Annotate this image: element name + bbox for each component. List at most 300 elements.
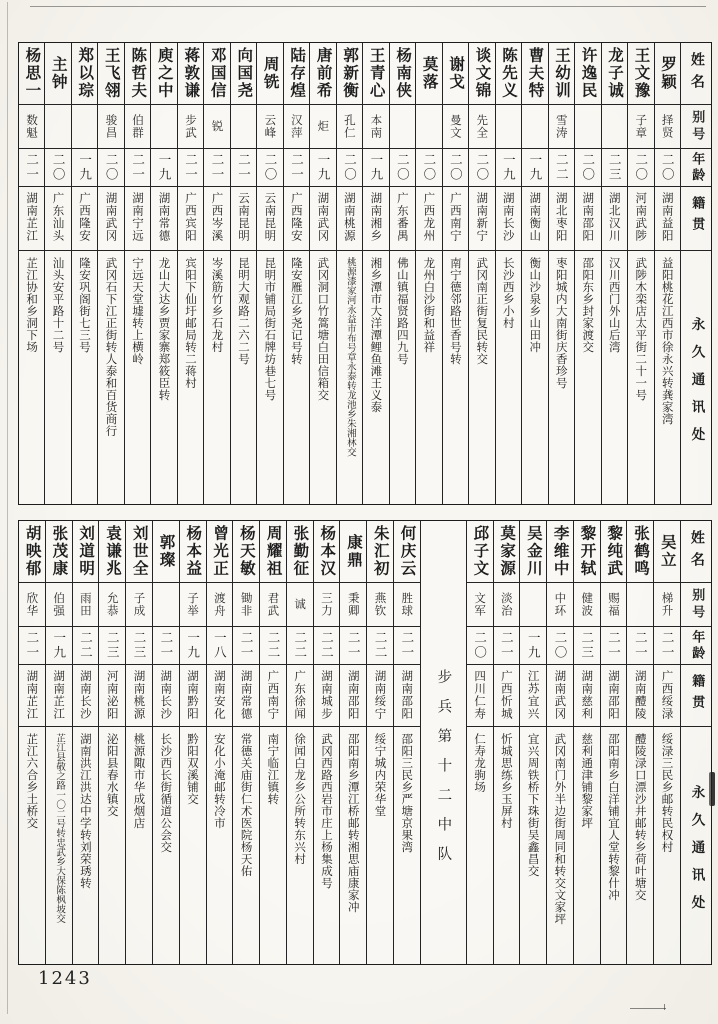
addr-cell — [180, 727, 206, 964]
name-text: 杨本益 — [184, 525, 203, 578]
alias-cell — [394, 583, 420, 627]
addr-cell — [153, 727, 179, 964]
addr-text: 湖南洪江洪达中学转刘荣琇转 — [78, 733, 93, 889]
person-column — [393, 521, 420, 964]
native-text: 湖南黔阳 — [186, 670, 201, 720]
alias-text: 三力 — [319, 592, 334, 617]
addr-text: 昆明大观路二六二号 — [236, 257, 251, 365]
addr-cell — [469, 251, 494, 504]
name-text: 何庆云 — [398, 525, 417, 578]
name-cell — [547, 521, 573, 583]
addr-text: 绥宁城内荣华堂 — [373, 733, 388, 817]
native-text: 湖南武冈 — [104, 192, 119, 242]
age-text: 二一 — [399, 631, 415, 660]
alias-text: 锄非 — [239, 592, 254, 617]
age-text: 一九 — [315, 153, 331, 182]
name-text: 向国尧 — [235, 47, 254, 100]
name-text: 郭新衡 — [341, 47, 360, 100]
name-text: 曹夫特 — [526, 47, 545, 100]
addr-text: 长沙西长街循道公会交 — [159, 733, 174, 853]
addr-text: 昆明市铺局街石牌坊巷七号 — [263, 257, 278, 401]
alias-cell — [73, 583, 99, 627]
native-cell — [99, 665, 125, 727]
addr-text: 绥渌三民乡邮转民权村 — [660, 733, 675, 853]
addr-text: 武冈南正街复民转交 — [475, 257, 490, 365]
header-name-cell — [681, 521, 711, 583]
age-text: 二一 — [633, 631, 649, 660]
addr-cell — [443, 251, 468, 504]
age-cell — [98, 149, 123, 187]
native-text: 湖南安化 — [212, 670, 227, 720]
alias-text: 择贤 — [660, 114, 675, 139]
age-text: 二〇 — [448, 153, 464, 182]
name-cell — [204, 43, 229, 105]
native-text: 广西南宁 — [266, 670, 281, 720]
name-cell — [628, 43, 653, 105]
alias-cell — [367, 583, 393, 627]
alias-cell — [72, 105, 97, 149]
name-cell — [99, 521, 125, 583]
native-cell — [467, 665, 493, 727]
alias-cell — [549, 105, 574, 149]
addr-cell — [655, 251, 680, 504]
age-text: 二三 — [132, 631, 148, 660]
native-cell — [284, 187, 309, 251]
header-age-label: 年龄 — [689, 629, 705, 662]
name-text: 曾光正 — [211, 525, 230, 578]
header-age-cell — [681, 627, 711, 665]
alias-text: 先全 — [475, 114, 490, 139]
name-cell — [207, 521, 233, 583]
addr-text: 汉川西门外山后湾 — [607, 257, 622, 353]
native-cell — [340, 665, 366, 727]
addr-cell — [627, 727, 653, 964]
alias-cell — [204, 105, 229, 149]
age-cell — [178, 149, 203, 187]
age-cell — [549, 149, 574, 187]
native-text: 广西隆安 — [289, 192, 304, 242]
name-cell — [126, 521, 152, 583]
name-text: 郑以琮 — [76, 47, 95, 100]
person-column — [97, 43, 123, 504]
person-column — [203, 43, 229, 504]
name-cell — [180, 521, 206, 583]
addr-cell — [363, 251, 388, 504]
addr-cell — [98, 251, 123, 504]
alias-cell — [628, 105, 653, 149]
age-text: 二二 — [265, 631, 281, 660]
addr-cell — [231, 251, 256, 504]
name-cell — [153, 521, 179, 583]
native-cell — [655, 187, 680, 251]
alias-cell — [287, 583, 313, 627]
native-cell — [367, 665, 393, 727]
person-column — [548, 43, 574, 504]
alias-text: 欣华 — [25, 592, 40, 617]
native-text: 河南泌阳 — [105, 670, 120, 720]
age-cell — [575, 149, 600, 187]
alias-cell — [231, 105, 256, 149]
addr-cell — [125, 251, 150, 504]
native-cell — [233, 665, 259, 727]
alias-text: 伯群 — [131, 114, 145, 139]
age-text: 二一 — [158, 631, 174, 660]
native-cell — [287, 665, 313, 727]
age-cell — [257, 149, 282, 187]
addr-cell — [284, 251, 309, 504]
person-column — [124, 43, 150, 504]
alias-text: 步武 — [183, 114, 198, 139]
addr-cell — [340, 727, 366, 964]
name-cell — [287, 521, 313, 583]
name-text: 王青心 — [367, 47, 386, 100]
age-text: 二〇 — [474, 153, 490, 182]
alias-cell — [233, 583, 259, 627]
name-text: 康鼎 — [344, 534, 363, 569]
native-text: 湖南宁远 — [131, 192, 145, 242]
page-number: 1243 — [38, 968, 92, 989]
addr-text: 泌阳县春水镇交 — [105, 733, 120, 817]
native-cell — [522, 187, 547, 251]
addr-cell — [207, 727, 233, 964]
alias-text: 诚 — [293, 598, 308, 611]
alias-cell — [469, 105, 494, 149]
age-text: 二一 — [130, 153, 146, 182]
age-text: 二〇 — [552, 631, 568, 660]
alias-cell — [602, 105, 627, 149]
person-column — [600, 521, 627, 964]
age-cell — [363, 149, 388, 187]
person-column — [71, 43, 97, 504]
name-cell — [46, 521, 72, 583]
native-cell — [310, 187, 335, 251]
person-column — [466, 521, 493, 964]
name-cell — [494, 521, 520, 583]
person-column — [519, 521, 546, 964]
alias-text: 赐福 — [606, 592, 621, 617]
name-cell — [19, 43, 44, 105]
name-text: 陆存煌 — [288, 47, 307, 100]
addr-cell — [467, 727, 493, 964]
alias-text: 允恭 — [105, 592, 120, 617]
native-cell — [260, 665, 286, 727]
alias-cell — [310, 105, 335, 149]
name-cell — [394, 521, 420, 583]
alias-text: 渡舟 — [212, 592, 227, 617]
name-cell — [602, 43, 627, 105]
person-column — [336, 43, 362, 504]
alias-cell — [340, 583, 366, 627]
age-cell — [207, 627, 233, 665]
name-cell — [575, 43, 600, 105]
name-cell — [260, 521, 286, 583]
addr-text: 宁远天堂墟转上横岭 — [131, 257, 145, 365]
name-text: 罗颖 — [658, 56, 677, 91]
name-text: 胡映郁 — [23, 525, 42, 578]
name-text: 杨本汉 — [318, 525, 337, 578]
person-column — [366, 521, 393, 964]
age-text: 二一 — [346, 631, 362, 660]
name-text: 杨思一 — [23, 47, 42, 100]
name-cell — [467, 521, 493, 583]
name-cell — [520, 521, 546, 583]
age-text: 二〇 — [262, 153, 278, 182]
name-text: 周铣 — [261, 56, 280, 91]
header-address-cell — [681, 251, 711, 504]
addr-cell — [549, 251, 574, 504]
alias-text: 秉卿 — [346, 592, 361, 617]
alias-text: 炬 — [316, 120, 331, 133]
name-text: 黎开轼 — [578, 525, 597, 578]
addr-text: 枣阳城内大南街庆香珍号 — [554, 257, 569, 389]
header-address-label: 永久通讯处 — [688, 784, 705, 923]
scan-artifact-left-line — [7, 2, 8, 1014]
addr-cell — [46, 727, 72, 964]
alias-cell — [19, 105, 44, 149]
alias-text: 云峰 — [263, 114, 278, 139]
name-text: 主钟 — [49, 56, 68, 91]
addr-cell — [575, 251, 600, 504]
name-text: 庾之中 — [155, 47, 174, 100]
native-cell — [204, 187, 229, 251]
person-column — [19, 521, 45, 964]
addr-text: 衡山沙泉乡山田冲 — [528, 257, 543, 353]
name-text: 邱子文 — [471, 525, 490, 578]
age-cell — [627, 627, 653, 665]
person-column — [362, 43, 388, 504]
native-text: 湖南邵阳 — [400, 670, 415, 720]
age-cell — [310, 149, 335, 187]
addr-text: 桃源漆家河永益市布号章永泰转龙池乡朱湘林交 — [344, 257, 356, 457]
native-cell — [443, 187, 468, 251]
addr-cell — [628, 251, 653, 504]
name-cell — [337, 43, 362, 105]
native-text: 湖南长沙 — [501, 192, 516, 242]
age-text: 二一 — [289, 153, 305, 182]
name-cell — [73, 521, 99, 583]
alias-cell — [575, 105, 600, 149]
native-text: 湖南桃源 — [342, 192, 357, 242]
name-cell — [314, 521, 340, 583]
age-cell — [180, 627, 206, 665]
addr-text: 邵阳南乡白洋铺宜人堂转黎什冲 — [606, 733, 621, 901]
person-column — [152, 521, 179, 964]
name-cell — [469, 43, 494, 105]
alias-cell — [99, 583, 125, 627]
age-cell — [416, 149, 441, 187]
alias-cell — [337, 105, 362, 149]
age-text: 一九 — [77, 153, 93, 182]
header-alias-label: 别号 — [689, 109, 705, 144]
alias-cell — [627, 583, 653, 627]
addr-cell — [126, 727, 152, 964]
addr-text: 常德关庙街仁术医院杨天佑 — [239, 733, 254, 877]
native-text: 湖南城步 — [319, 670, 334, 720]
native-text: 湖南新宁 — [475, 192, 490, 242]
name-cell — [125, 43, 150, 105]
addr-text: 南宁德邻路世香号转 — [448, 257, 463, 365]
header-age-label: 年龄 — [689, 151, 705, 184]
person-column — [232, 521, 259, 964]
alias-cell — [522, 105, 547, 149]
age-cell — [547, 627, 573, 665]
person-column — [574, 43, 600, 504]
native-cell — [45, 187, 70, 251]
age-cell — [19, 627, 45, 665]
alias-cell — [126, 583, 152, 627]
native-text: 河南武陟 — [634, 192, 649, 242]
addr-text: 慈利通津铺黎家坪 — [580, 733, 595, 829]
person-column — [309, 43, 335, 504]
person-column — [442, 43, 468, 504]
name-text: 唐前希 — [314, 47, 333, 100]
person-column — [98, 521, 125, 964]
native-cell — [153, 665, 179, 727]
age-cell — [601, 627, 627, 665]
age-text: 二一 — [660, 631, 676, 660]
name-text: 张鹤鸣 — [632, 525, 650, 578]
addr-cell — [99, 727, 125, 964]
addr-text: 桃源陬市华成烟店 — [132, 733, 147, 829]
age-cell — [394, 627, 420, 665]
native-text: 湖南芷江 — [25, 670, 40, 720]
native-text: 湖南常德 — [239, 670, 254, 720]
native-text: 江苏宜兴 — [526, 670, 541, 720]
person-column — [177, 43, 203, 504]
alias-cell — [207, 583, 233, 627]
native-text: 广西龙州 — [422, 192, 437, 242]
alias-text: 淡治 — [499, 592, 514, 617]
header-native-cell — [681, 187, 711, 251]
alias-text: 锐 — [210, 120, 225, 133]
addr-text: 邵阳三民乡严塘京果湾 — [400, 733, 415, 853]
name-cell — [19, 521, 45, 583]
name-cell — [443, 43, 468, 105]
alias-text: 曼文 — [448, 114, 463, 139]
native-cell — [337, 187, 362, 251]
age-text: 二二 — [554, 153, 570, 182]
addr-cell — [260, 727, 286, 964]
name-cell — [151, 43, 176, 105]
person-column — [259, 521, 286, 964]
native-cell — [416, 187, 441, 251]
age-text: 二〇 — [342, 153, 358, 182]
name-text: 王文豫 — [632, 47, 651, 100]
native-text: 湖南芷江 — [25, 192, 40, 242]
age-text: 二〇 — [633, 153, 649, 182]
alias-cell — [654, 583, 680, 627]
name-cell — [233, 521, 259, 583]
age-cell — [520, 627, 546, 665]
name-cell — [310, 43, 335, 105]
age-cell — [233, 627, 259, 665]
addr-cell — [45, 251, 70, 504]
name-cell — [45, 43, 70, 105]
native-text: 湖南醴陵 — [633, 670, 648, 720]
age-text: 二一 — [239, 631, 255, 660]
age-text: 二一 — [606, 631, 622, 660]
addr-cell — [601, 727, 627, 964]
alias-cell — [443, 105, 468, 149]
age-text: 二二 — [78, 631, 94, 660]
native-text: 湖南桃源 — [132, 670, 147, 720]
alias-cell — [574, 583, 600, 627]
age-text: 二三 — [105, 631, 121, 660]
alias-text: 文军 — [473, 592, 488, 617]
scan-artifact-top-line — [30, 6, 706, 7]
addr-cell — [233, 727, 259, 964]
alias-text: 本南 — [369, 114, 384, 139]
age-text: 一八 — [212, 631, 228, 660]
alias-cell — [390, 105, 415, 149]
name-text: 周耀祖 — [264, 525, 283, 578]
age-text: 二二 — [373, 631, 389, 660]
addr-text: 武冈南门外半边街周同和转交文家坪 — [553, 733, 568, 925]
native-text: 广西隆安 — [78, 192, 93, 242]
age-cell — [443, 149, 468, 187]
age-text: 一九 — [185, 631, 201, 660]
header-name-label: 姓名 — [688, 529, 705, 574]
header-column — [680, 43, 711, 504]
age-text: 二〇 — [51, 153, 67, 182]
name-cell — [601, 521, 627, 583]
alias-text: 子章 — [634, 114, 649, 139]
age-text: 二三 — [579, 631, 595, 660]
addr-text: 醴陵渌口漂沙井邮转乡荷叶塘交 — [633, 733, 648, 901]
native-text: 湖南慈利 — [580, 670, 595, 720]
addr-cell — [72, 251, 97, 504]
age-text: 二〇 — [395, 153, 411, 182]
scan-artifact-corner-mark — [630, 1008, 666, 1009]
alias-text: 汉萍 — [289, 114, 304, 139]
native-text: 广东番禺 — [395, 192, 410, 242]
age-cell — [99, 627, 125, 665]
native-cell — [207, 665, 233, 727]
age-cell — [655, 149, 680, 187]
alias-cell — [153, 583, 179, 627]
age-text: 二一 — [499, 631, 515, 660]
age-cell — [496, 149, 521, 187]
addr-text: 佛山镇福贤路四九号 — [395, 257, 410, 365]
name-cell — [655, 43, 680, 105]
age-cell — [126, 627, 152, 665]
person-column — [546, 521, 573, 964]
addr-cell — [496, 251, 521, 504]
name-cell — [340, 521, 366, 583]
alias-cell — [125, 105, 150, 149]
addr-text: 龙山大达乡贾家寨郑筱臣转 — [157, 257, 172, 401]
native-cell — [494, 665, 520, 727]
name-text: 黎纯武 — [605, 525, 624, 578]
addr-text: 芷江协和乡洞下场 — [25, 257, 40, 353]
addr-text: 长沙西乡小村 — [501, 257, 516, 329]
age-text: 一九 — [368, 153, 384, 182]
native-text: 广东徐闻 — [293, 670, 308, 720]
scan-artifact-corner-tick — [664, 1004, 665, 1010]
person-column — [19, 43, 44, 504]
alias-cell — [284, 105, 309, 149]
person-column — [45, 521, 72, 964]
name-text: 莫家源 — [498, 525, 517, 578]
age-cell — [469, 149, 494, 187]
alias-text: 子举 — [186, 592, 201, 617]
addr-text: 忻城思练乡玉屏村 — [499, 733, 514, 829]
alias-cell — [520, 583, 546, 627]
header-address-label: 永久通讯处 — [688, 316, 705, 455]
native-cell — [520, 665, 546, 727]
name-text: 谈文锦 — [473, 47, 492, 100]
alias-cell — [151, 105, 176, 149]
